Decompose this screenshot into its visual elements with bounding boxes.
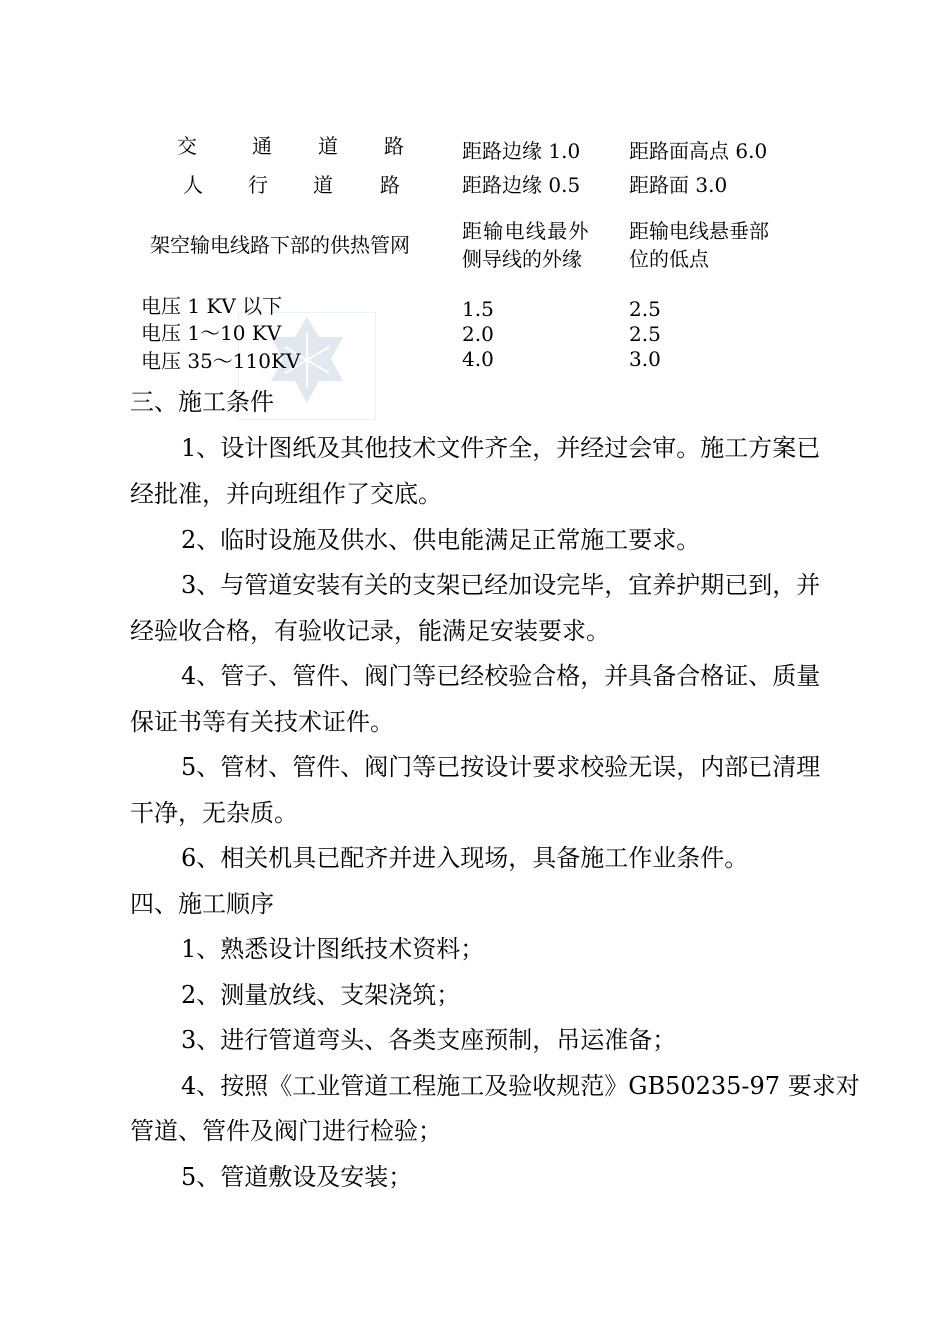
paragraph-line: 4、管子、管件、阀门等已经校验合格，并具备合格证、质量 [181, 662, 821, 690]
paragraph-line: 4、按照《工业管道工程施工及验收规范》GB50235-97 要求对 [181, 1072, 860, 1100]
section-heading: 三、施工条件 [130, 388, 274, 416]
paragraph-line: 6、相关机具已配齐并进入现场，具备施工作业条件。 [181, 844, 749, 872]
table-cell: 距输电线悬垂部 [629, 219, 769, 243]
table-cell: 距路边缘 0.5 [462, 173, 581, 197]
section-heading: 四、施工顺序 [130, 890, 274, 918]
paragraph-line: 干净，无杂质。 [130, 799, 298, 827]
table-cell: 2.5 [629, 322, 661, 346]
paragraph-line: 保证书等有关技术证件。 [130, 708, 394, 736]
table-cell: 1.5 [462, 297, 494, 321]
table-cell: 位的低点 [629, 247, 709, 271]
voltage-label: 电压 1～10 KV [141, 321, 282, 345]
paragraph-line: 5、管材、管件、阀门等已按设计要求校验无误，内部已清理 [181, 753, 821, 781]
table-label-char: 路 [380, 173, 400, 197]
paragraph-line: 2、临时设施及供水、供电能满足正常施工要求。 [181, 526, 701, 554]
table-label-char: 路 [384, 134, 404, 158]
table-cell: 距输电线最外 [462, 219, 590, 243]
paragraph-line: 经验收合格，有验收记录，能满足安装要求。 [130, 617, 610, 645]
table-cell: 3.0 [629, 347, 661, 371]
paragraph-line: 2、测量放线、支架浇筑； [181, 981, 461, 1009]
paragraph-line: 3、与管道安装有关的支架已经加设完毕，宜养护期已到，并 [181, 571, 821, 599]
paragraph-line: 管道、管件及阀门进行检验； [130, 1117, 442, 1145]
table-label-char: 通 [252, 134, 272, 158]
table-cell: 2.5 [629, 297, 661, 321]
table-label-char: 行 [248, 173, 268, 197]
paragraph-line: 5、管道敷设及安装； [181, 1163, 413, 1191]
voltage-label: 电压 35～110KV [141, 349, 301, 373]
table-cell: 距路面 3.0 [629, 173, 728, 197]
paragraph-line: 1、设计图纸及其他技术文件齐全，并经过会审。施工方案已 [181, 434, 821, 462]
table-cell: 4.0 [462, 347, 494, 371]
table-cell: 距路面高点 6.0 [629, 139, 768, 163]
table-cell: 距路边缘 1.0 [462, 139, 581, 163]
voltage-label: 电压 1 KV 以下 [141, 294, 283, 318]
paragraph-line: 3、进行管道弯头、各类支座预制，吊运准备； [181, 1026, 677, 1054]
table-label-char: 道 [318, 134, 338, 158]
table-cell: 2.0 [462, 322, 494, 346]
table-label-char: 交 [177, 134, 197, 158]
paragraph-line: 1、熟悉设计图纸技术资料； [181, 935, 485, 963]
table-cell: 侧导线的外缘 [462, 247, 582, 271]
paragraph-line: 经批准，并向班组作了交底。 [130, 480, 442, 508]
table-label-char: 人 [183, 173, 203, 197]
table-label: 架空输电线路下部的供热管网 [150, 233, 410, 257]
table-label-char: 道 [313, 173, 333, 197]
